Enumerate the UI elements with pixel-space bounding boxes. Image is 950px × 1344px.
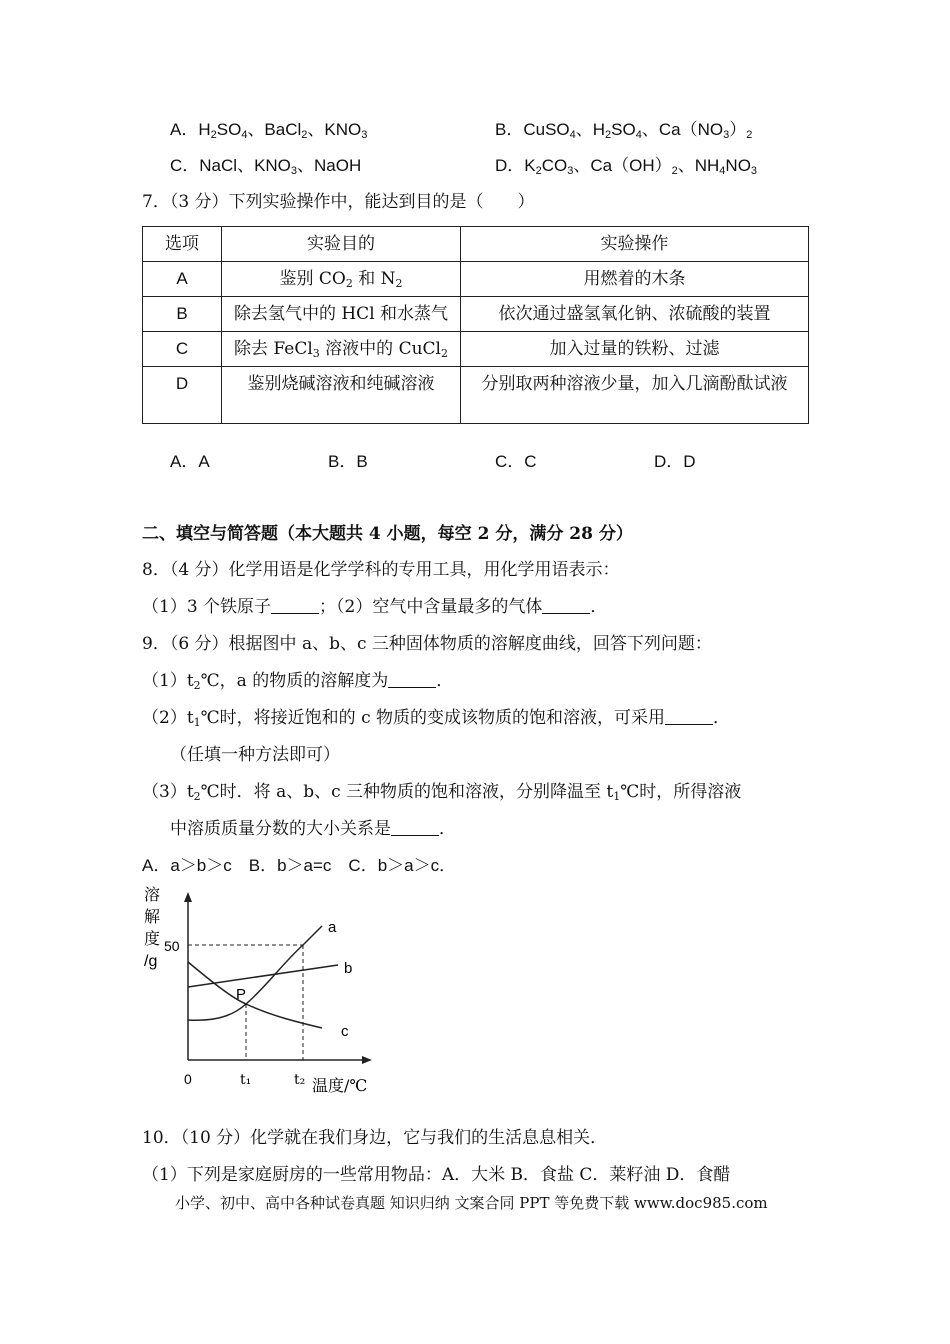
table-header: 实验操作 (461, 227, 809, 262)
q10-part1: （1）下列是家庭厨房的一些常用物品：A．大米 B．食盐 C．莱籽油 D．食醋 (142, 1165, 731, 1185)
y-label-char: 溶 (144, 885, 161, 904)
q10-stem: 10．（10 分）化学就在我们身边，它与我们的生活息息相关． (142, 1128, 608, 1148)
table-cell: 用燃着的木条 (461, 262, 809, 297)
table-row (143, 262, 809, 297)
q7-choice-d: D．D (654, 452, 696, 471)
answer-blank (391, 819, 439, 836)
table-cell: 鉴别烧碱溶液和纯碱溶液 (222, 367, 461, 424)
y-axis-arrow (184, 892, 192, 902)
page-footer: 小学、初中、高中各种试卷真题 知识归纳 文案合同 PPT 等免费下载 www.doc985.com (175, 1194, 768, 1212)
answer-blank (271, 597, 319, 614)
table-header-row (143, 227, 809, 262)
curve-label-b: b (344, 960, 353, 977)
table-header: 选项 (143, 227, 222, 262)
x-tick-label: t₁ (240, 1072, 252, 1088)
curve-a (188, 926, 322, 1020)
y-label-char: 度 (144, 929, 161, 948)
x-axis-arrow (362, 1056, 372, 1064)
q9-part1: $(1)t_2℃$，a 的物质的溶解度为 ． (142, 671, 454, 692)
q8-stem: 8．（4 分）化学用语是化学学科的专用工具，用化学用语表示： (142, 560, 620, 580)
curve-b (188, 965, 338, 987)
q9-part2-note: （任填一种方法即可） (170, 745, 340, 765)
table-cell: 依次通过盛氢氧化钠、浓硫酸的装置 (461, 297, 809, 332)
q9-part2: $(2)t_1℃$时，将接近饱和的 c 物质的变成该物质的饱和溶液，可采用 ． (142, 708, 731, 729)
section-title: 二、填空与简答题（本大题共 4 小题，每空 2 分，满分 28 分） (142, 524, 633, 544)
x-tick-label: t₂ (294, 1072, 306, 1088)
table-row (143, 367, 809, 424)
q9-options: A．a＞b＞c B．b＞a=c C．b＞a＞c． (142, 856, 457, 875)
table-cell: D (143, 367, 222, 424)
q7-choice-c: C．C (495, 452, 537, 471)
curve-label-c: c (341, 1023, 349, 1040)
table-row (143, 297, 809, 332)
answer-blank (388, 671, 436, 688)
x-axis-label: 温度/℃ (312, 1076, 368, 1095)
q7-table (142, 226, 809, 424)
answer-blank (542, 597, 590, 614)
origin-label: 0 (184, 1071, 192, 1087)
y-label-char: 解 (144, 907, 161, 926)
q9-part3: $(3)t_2℃$时．将 a、b、c 三种物质的饱和溶液，分别降温至 $t_1℃$时，所得溶液 (142, 782, 742, 803)
q9-stem: 9．（6 分）根据图中 a、b、c 三种固体物质的溶解度曲线，回答下列问题： (142, 634, 712, 654)
q6-option-d: D．$K_2CO_3$、$Ca(OH)_2$、$NH_4NO_3$ (495, 156, 758, 177)
q7-choice-a: A．A (170, 452, 210, 471)
q6-option-a: A．$H_2SO_4$、BaCl$_2$、$KNO_3$ (170, 120, 368, 141)
solubility-chart (142, 884, 382, 1096)
table-cell: C (143, 332, 222, 367)
q9-part3-cont: 中溶质质量分数的大小关系是 ． (170, 819, 456, 839)
table-cell: 分别取两种溶液少量，加入几滴酚酞试液 (461, 367, 809, 424)
q7-choice-b: B．B (328, 452, 368, 471)
q6-option-b: B．CuSO$_4$、$H_2SO_4$、$Ca(NO_3)_2$ (495, 120, 753, 141)
table-cell: A (143, 262, 222, 297)
table-cell: B (143, 297, 222, 332)
table-row (143, 332, 809, 367)
y-tick-label: 50 (164, 938, 180, 954)
table-cell: 除去氢气中的 HCl 和水蒸气 (222, 297, 461, 332)
table-header: 实验目的 (222, 227, 461, 262)
table-cell: 加入过量的铁粉、过滤 (461, 332, 809, 367)
table-cell: 除去 FeCl$_3$ 溶液中的 CuCl$_2$ (222, 332, 461, 367)
answer-blank (665, 708, 713, 725)
q6-option-c: C．NaCl、$KNO_3$、NaOH (170, 156, 362, 177)
q8-parts: （1）3 个铁原子 ；（2）空气中含量最多的气体 ． (142, 597, 608, 617)
point-p-label: P (236, 986, 247, 1003)
q7-stem: 7．（3 分）下列实验操作中，能达到目的是（ ） (142, 192, 535, 212)
table-cell: 鉴别 $CO_2$ 和 $N_2$ (222, 262, 461, 297)
curve-label-a: a (328, 919, 337, 936)
y-label-char: /g (144, 953, 158, 970)
